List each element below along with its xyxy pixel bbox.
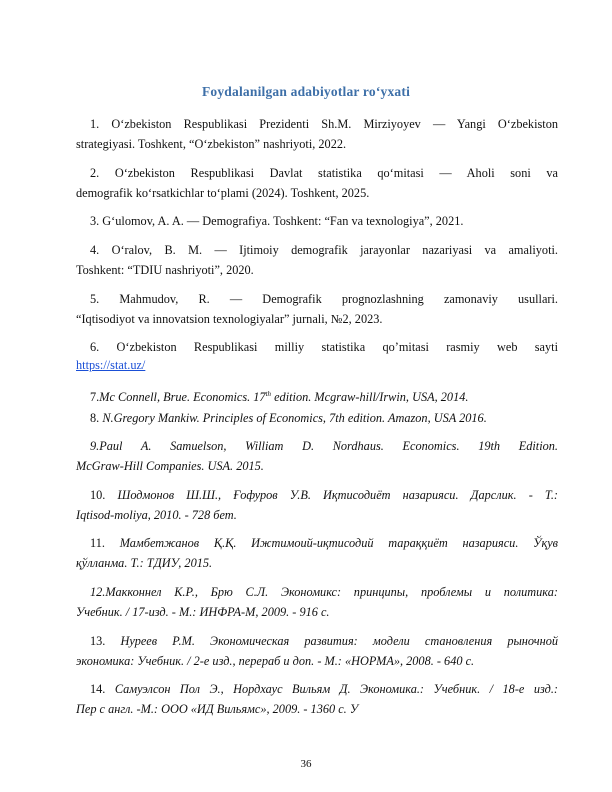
reference-12-line-1: 12.Макконнел К.Р., Брю С.Л. Экономикс: принципы, проблемы и политика: [90,585,558,599]
reference-14-text-a: Самуэлсон Пол Э., Нордхаус Вильям Д. Экономика.: Учебник. / 18-е изд.: [114,682,558,696]
reference-11-line-1 [76,533,558,553]
reference-13-text-a: Нуреев Р.М. Экономическая развития: модели становления рыночной [120,634,558,648]
reference-7-text-a: Mc Connell, Brue. Economics. 17 [99,390,266,405]
reference-5-line-1: 5. Mahmudov, R. — Demografik prognozlashning zamonaviy usullari. [90,292,558,306]
reference-7-text-b: edition. Mcgraw-hill/Irwin, USA, 2014. [271,390,469,405]
reference-11-line-2: қўлланма. Т.: ТДИУ, 2015. [76,556,213,570]
reference-13-line-2: экономика: Учебник. / 2-е изд., перераб и доп. - М.: «НОРМА», 2008. - 640 с. [76,654,475,668]
reference-8-number: 8. [90,411,100,425]
reference-9-line-1: 9.Paul A. Samuelson, William D. Nordhaus. Economics. 19th Edition. [90,439,558,453]
reference-6-line-2 [76,355,558,375]
reference-13-line-1 [76,631,558,651]
reference-7-number: 7. [90,390,100,405]
reference-11-text-a: Мамбетжанов Қ.Қ. Ижтимоий-иқтисодий тараққиёт назарияси. Ўқув [119,536,558,550]
reference-7-superscript: th [265,390,272,398]
reference-8-text: N.Gregory Mankiw. Principles of Economics, 7th edition. Amazon, USA 2016. [102,411,487,425]
reference-12-line-2: Учебник. / 17-изд. - М.: ИНФРА-М, 2009. - 916 с. [76,605,330,619]
reference-10-line-1 [76,485,558,505]
reference-14-number: 14. [90,682,106,696]
reference-10-number: 10. [90,488,106,502]
reference-8 [76,408,558,428]
reference-1-line-1: 1. O‘zbekiston Respublikasi Prezidenti Sh.M. Mirziyoyev — Yangi O‘zbekiston [90,117,558,131]
reference-4-line-2: Toshkent: “TDIU nashriyoti”, 2020. [76,263,254,277]
reference-5-line-2: “Iqtisodiyot va innovatsion texnologiyalar” jurnali, №2, 2023. [76,312,383,326]
stat-uz-link[interactable]: https://stat.uz/ [76,358,146,372]
reference-10-text-a: Шодмонов Ш.Ш., Ғофуров У.В. Иқтисодиёт назарияси. Дарслик. - T.: [117,488,558,502]
reference-4-line-1: 4. O‘ralov, B. M. — Ijtimoiy demografik jarayonlar nazariyasi va amaliyoti. [90,243,558,257]
reference-2-line-1: 2. O‘zbekiston Respublikasi Davlat statistika qo‘mitasi — Aholi soni va [90,166,558,180]
reference-13-number: 13. [90,634,106,648]
section-title: Foydalanilgan adabiyotlar ro‘yxati [201,84,411,99]
reference-9-line-2: McGraw-Hill Companies. USA. 2015. [76,459,264,473]
reference-2-line-2: demografik ko‘rsatkichlar to‘plami (2024). Toshkent, 2025. [76,186,370,200]
reference-1-line-2: strategiyasi. Toshkent, “O‘zbekiston” nashriyoti, 2022. [76,137,347,151]
reference-11-number: 11. [90,536,105,550]
reference-7 [76,384,558,407]
reference-10-line-2: Iqtisod-moliya, 2010. - 728 бет. [76,508,237,522]
reference-3: 3. G‘ulomov, A. A. — Demografiya. Toshkent: “Fan va texnologiya”, 2021. [90,214,464,228]
reference-6-line-1: 6. O‘zbekiston Respublikasi milliy statistika qo’mitasi rasmiy web sayti [90,340,558,354]
page-number: 36 [300,758,312,770]
reference-14-line-2: Пер с англ. -М.: ООО «ИД Вильямс», 2009. - 1360 с. У [76,702,359,716]
reference-14-line-1 [76,679,558,699]
